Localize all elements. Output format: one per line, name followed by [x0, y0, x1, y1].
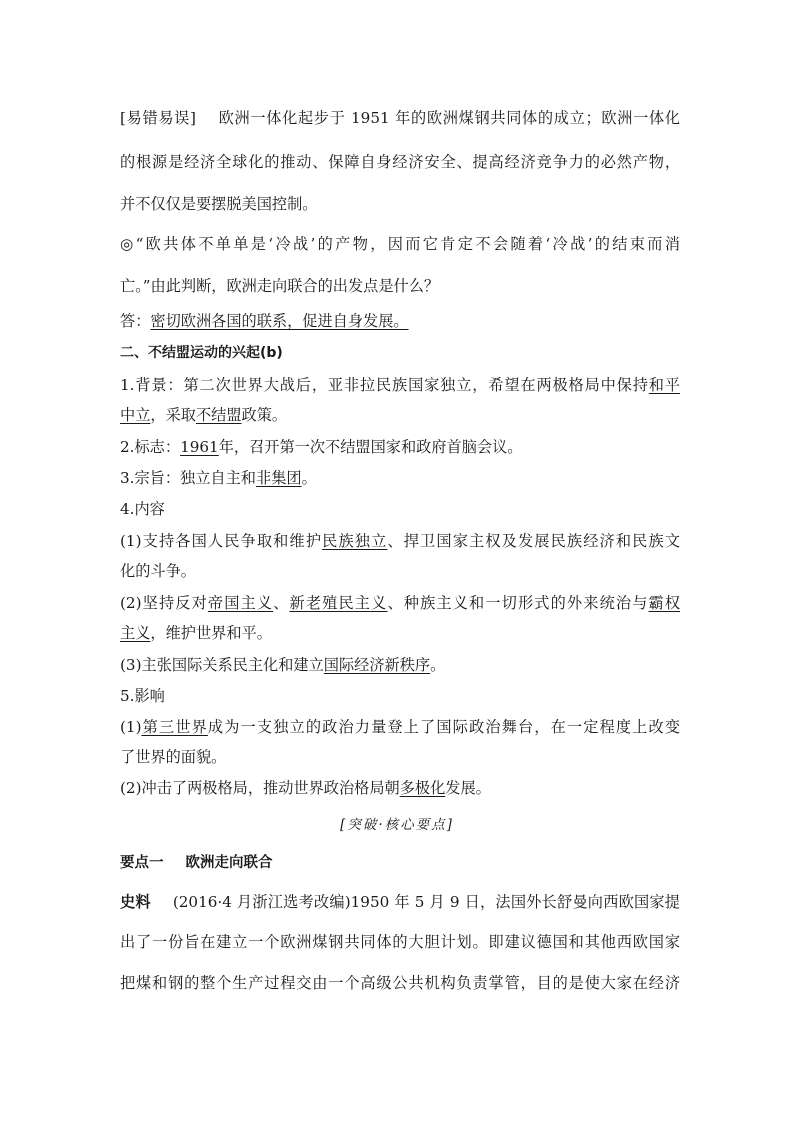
- breakthrough-title: [突破·核心要点]: [340, 817, 454, 833]
- keypoint-heading: 要点一 欧洲走向联合: [120, 855, 273, 871]
- impact-1-line-2: 了世界的面貌。: [120, 748, 227, 766]
- impact-2-line: (2)冲击了两极格局，推动世界政治格局朝多极化发展。: [120, 779, 491, 797]
- content-2-line-2: 主义，维护世界和平。: [120, 624, 272, 642]
- mistake-line-1: [易错易误] 欧洲一体化起步于 1951 年的欧洲煤钢共同体的成立；欧洲一体化: [120, 109, 680, 127]
- impact-1-line-1: (1)第三世界成为一支独立的政治力量登上了国际政治舞台，在一定程度上改变: [120, 718, 681, 736]
- background-line-1: 1.背景：第二次世界大战后，亚非拉民族国家独立，希望在两极格局中保持和平: [120, 376, 680, 394]
- source-line-2: 出了一份旨在建立一个欧洲煤钢共同体的大胆计划。即建议德国和其他西欧国家: [120, 933, 680, 951]
- section-heading: 二、不结盟运动的兴起(b): [120, 345, 283, 361]
- purpose-line: 3.宗旨：独立自主和非集团。: [120, 469, 317, 487]
- content-1-line-2: 化的斗争。: [120, 562, 196, 580]
- impact-heading: 5.影响: [120, 687, 165, 705]
- content-3-line: (3)主张国际关系民主化和建立国际经济新秩序。: [120, 656, 446, 674]
- mistake-tag: [易错易误]: [120, 109, 196, 127]
- source-line-3: 把煤和钢的整个生产过程交由一个高级公共机构负责掌管，目的是使大家在经济: [120, 974, 680, 992]
- mistake-line-2: 的根源是经济全球化的推动、保障自身经济安全、提高经济竞争力的必然产物，: [120, 153, 680, 171]
- answer-text: 密切欧洲各国的联系，促进自身发展。: [150, 312, 409, 330]
- content-1-line-1: (1)支持各国人民争取和维护民族独立、捍卫国家主权及发展民族经济和民族文: [120, 532, 681, 550]
- content-heading: 4.内容: [120, 500, 165, 518]
- question-line-1: ◎“欧共体不单单是‘冷战’的产物，因而它肯定不会随着‘冷战’的结束而消: [120, 235, 680, 253]
- answer-line: 答：密切欧洲各国的联系，促进自身发展。: [120, 312, 409, 330]
- question-line-2: 亡。”由此判断，欧洲走向联合的出发点是什么？: [120, 277, 440, 295]
- mistake-line-3: 并不仅仅是要摆脱美国控制。: [120, 195, 318, 213]
- sign-line: 2.标志：1961年，召开第一次不结盟国家和政府首脑会议。: [120, 438, 523, 456]
- background-line-2: 中立，采取不结盟政策。: [120, 406, 288, 424]
- source-label: 史料: [120, 893, 151, 911]
- source-line-1: 史料 (2016·4 月浙江选考改编)1950 年 5 月 9 日，法国外长舒曼向西欧国家提: [120, 893, 680, 911]
- content-2-line-1: (2)坚持反对帝国主义、新老殖民主义、种族主义和一切形式的外来统治与霸权: [120, 594, 681, 612]
